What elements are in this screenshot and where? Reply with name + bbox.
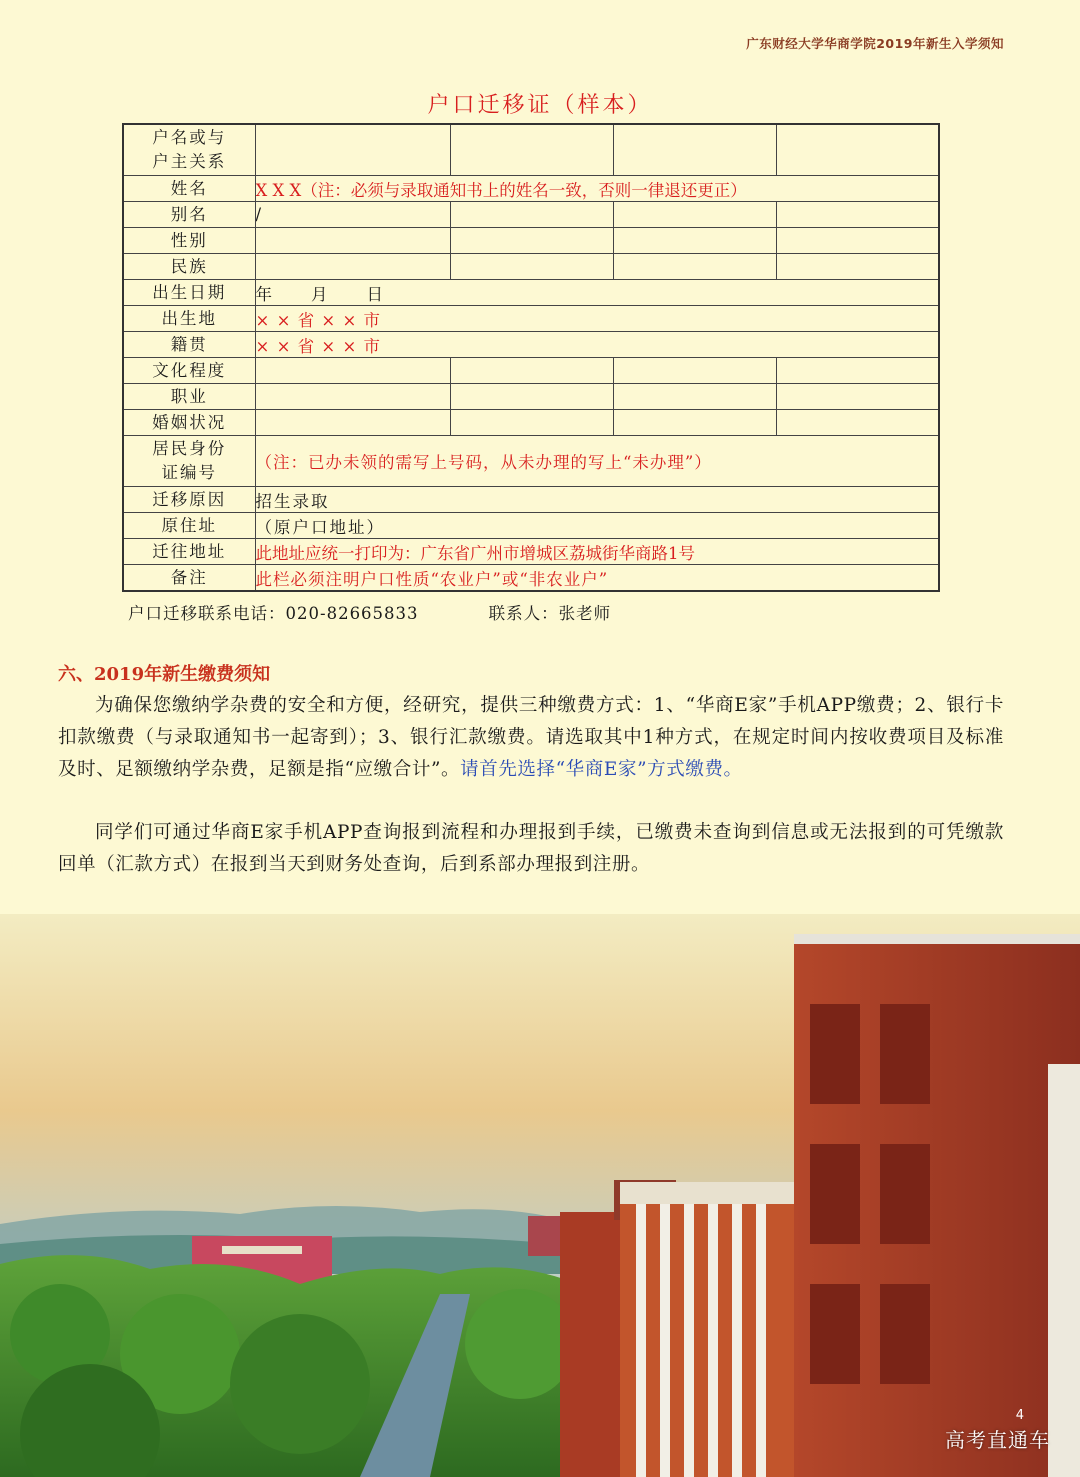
label-destination: 迁往地址 <box>123 539 255 565</box>
cell <box>255 384 450 410</box>
form-title: 户口迁移证（样本） <box>427 93 653 118</box>
value-original-address: （原户口地址） <box>255 513 939 539</box>
cell <box>613 384 776 410</box>
cell <box>255 124 450 176</box>
label-remarks: 备注 <box>123 565 255 592</box>
cell <box>450 202 613 228</box>
form-row-ethnicity <box>123 254 939 280</box>
watermark-text: 高考直通车 <box>945 1428 1050 1452</box>
label-relation: 户名或与 户主关系 <box>123 124 255 176</box>
value-origin: × × 省 × × 市 <box>255 332 939 358</box>
label-birthplace: 出生地 <box>123 306 255 332</box>
cell <box>255 358 450 384</box>
phone-text: 户口迁移联系电话：020-82665833 <box>128 604 419 623</box>
label-occupation: 职业 <box>123 384 255 410</box>
household-transfer-form <box>122 123 940 592</box>
label-birthdate: 出生日期 <box>123 280 255 306</box>
section-heading: 六、2019年新生缴费须知 <box>58 664 271 685</box>
label-reason: 迁移原因 <box>123 487 255 513</box>
form-row-relation <box>123 124 939 176</box>
label-education: 文化程度 <box>123 358 255 384</box>
cell <box>450 254 613 280</box>
label-name: 姓名 <box>123 176 255 202</box>
value-alias: / <box>255 202 450 228</box>
form-row-birthdate <box>123 280 939 306</box>
cell <box>450 384 613 410</box>
label-gender: 性别 <box>123 228 255 254</box>
campus-photo <box>0 914 1080 1477</box>
cell <box>450 358 613 384</box>
cell <box>776 358 939 384</box>
cell <box>450 228 613 254</box>
form-row-destination <box>123 539 939 565</box>
label-origin: 籍贯 <box>123 332 255 358</box>
form-row-idnumber <box>123 436 939 487</box>
cell <box>776 124 939 176</box>
cell <box>613 124 776 176</box>
contact-person: 联系人：张老师 <box>488 604 612 623</box>
cell <box>776 202 939 228</box>
cell <box>255 228 450 254</box>
page-number: 4 <box>1015 1408 1024 1423</box>
value-idnumber: （注：已办未领的需写上号码，从未办理的写上“未办理”） <box>255 436 939 487</box>
cell <box>613 358 776 384</box>
cell <box>255 410 450 436</box>
form-row-alias <box>123 202 939 228</box>
value-remarks: 此栏必须注明户口性质“农业户”或“非农业户” <box>255 565 939 592</box>
form-row-gender <box>123 228 939 254</box>
running-header: 广东财经大学华商学院2019年新生入学须知 <box>746 36 1004 51</box>
cell <box>255 254 450 280</box>
form-row-remarks <box>123 565 939 592</box>
form-row-birthplace <box>123 306 939 332</box>
value-destination: 此地址应统一打印为：广东省广州市增城区荔城街华商路1号 <box>255 539 939 565</box>
contact-line <box>128 600 611 624</box>
value-birthdate: 年 月 日 <box>255 280 939 306</box>
cell <box>613 202 776 228</box>
label-alias: 别名 <box>123 202 255 228</box>
cell <box>776 228 939 254</box>
cell <box>776 410 939 436</box>
form-row-origin <box>123 332 939 358</box>
label-original-address: 原住址 <box>123 513 255 539</box>
highlight-recommendation: 请首先选择“华商E家”方式缴费。 <box>460 759 743 780</box>
label-idnumber: 居民身份 证编号 <box>123 436 255 487</box>
cell <box>450 124 613 176</box>
form-row-name <box>123 176 939 202</box>
cell <box>613 410 776 436</box>
form-row-reason <box>123 487 939 513</box>
label-marital: 婚姻状况 <box>123 410 255 436</box>
cell <box>613 254 776 280</box>
form-row-marital <box>123 410 939 436</box>
value-reason: 招生录取 <box>255 487 939 513</box>
form-row-occupation <box>123 384 939 410</box>
value-name: X X X（注：必须与录取通知书上的姓名一致，否则一律退还更正） <box>255 176 939 202</box>
value-birthplace: × × 省 × × 市 <box>255 306 939 332</box>
paragraph-registration: 同学们可通过华商E家手机APP查询报到流程和办理报到手续，已缴费未查询到信息或无法报到的可凭缴款回单（汇款方式）在报到当天到财务处查询，后到系部办理报到注册。 <box>58 822 1004 875</box>
cell <box>613 228 776 254</box>
label-ethnicity: 民族 <box>123 254 255 280</box>
paragraph-payment-methods: 为确保您缴纳学杂费的安全和方便，经研究，提供三种缴费方式：1、“华商E家”手机APP缴费；2、银行卡扣款缴费（与录取通知书一起寄到）；3、银行汇款缴费。请选取其中1种方式，在规定时间内按收费项目及标准及时、足额缴纳学杂费，足额是指“应缴合计”。请首先选择“华商E家”方式缴费。 <box>58 695 1004 780</box>
form-row-education <box>123 358 939 384</box>
cell <box>450 410 613 436</box>
cell <box>776 254 939 280</box>
cell <box>776 384 939 410</box>
form-row-original-address <box>123 513 939 539</box>
